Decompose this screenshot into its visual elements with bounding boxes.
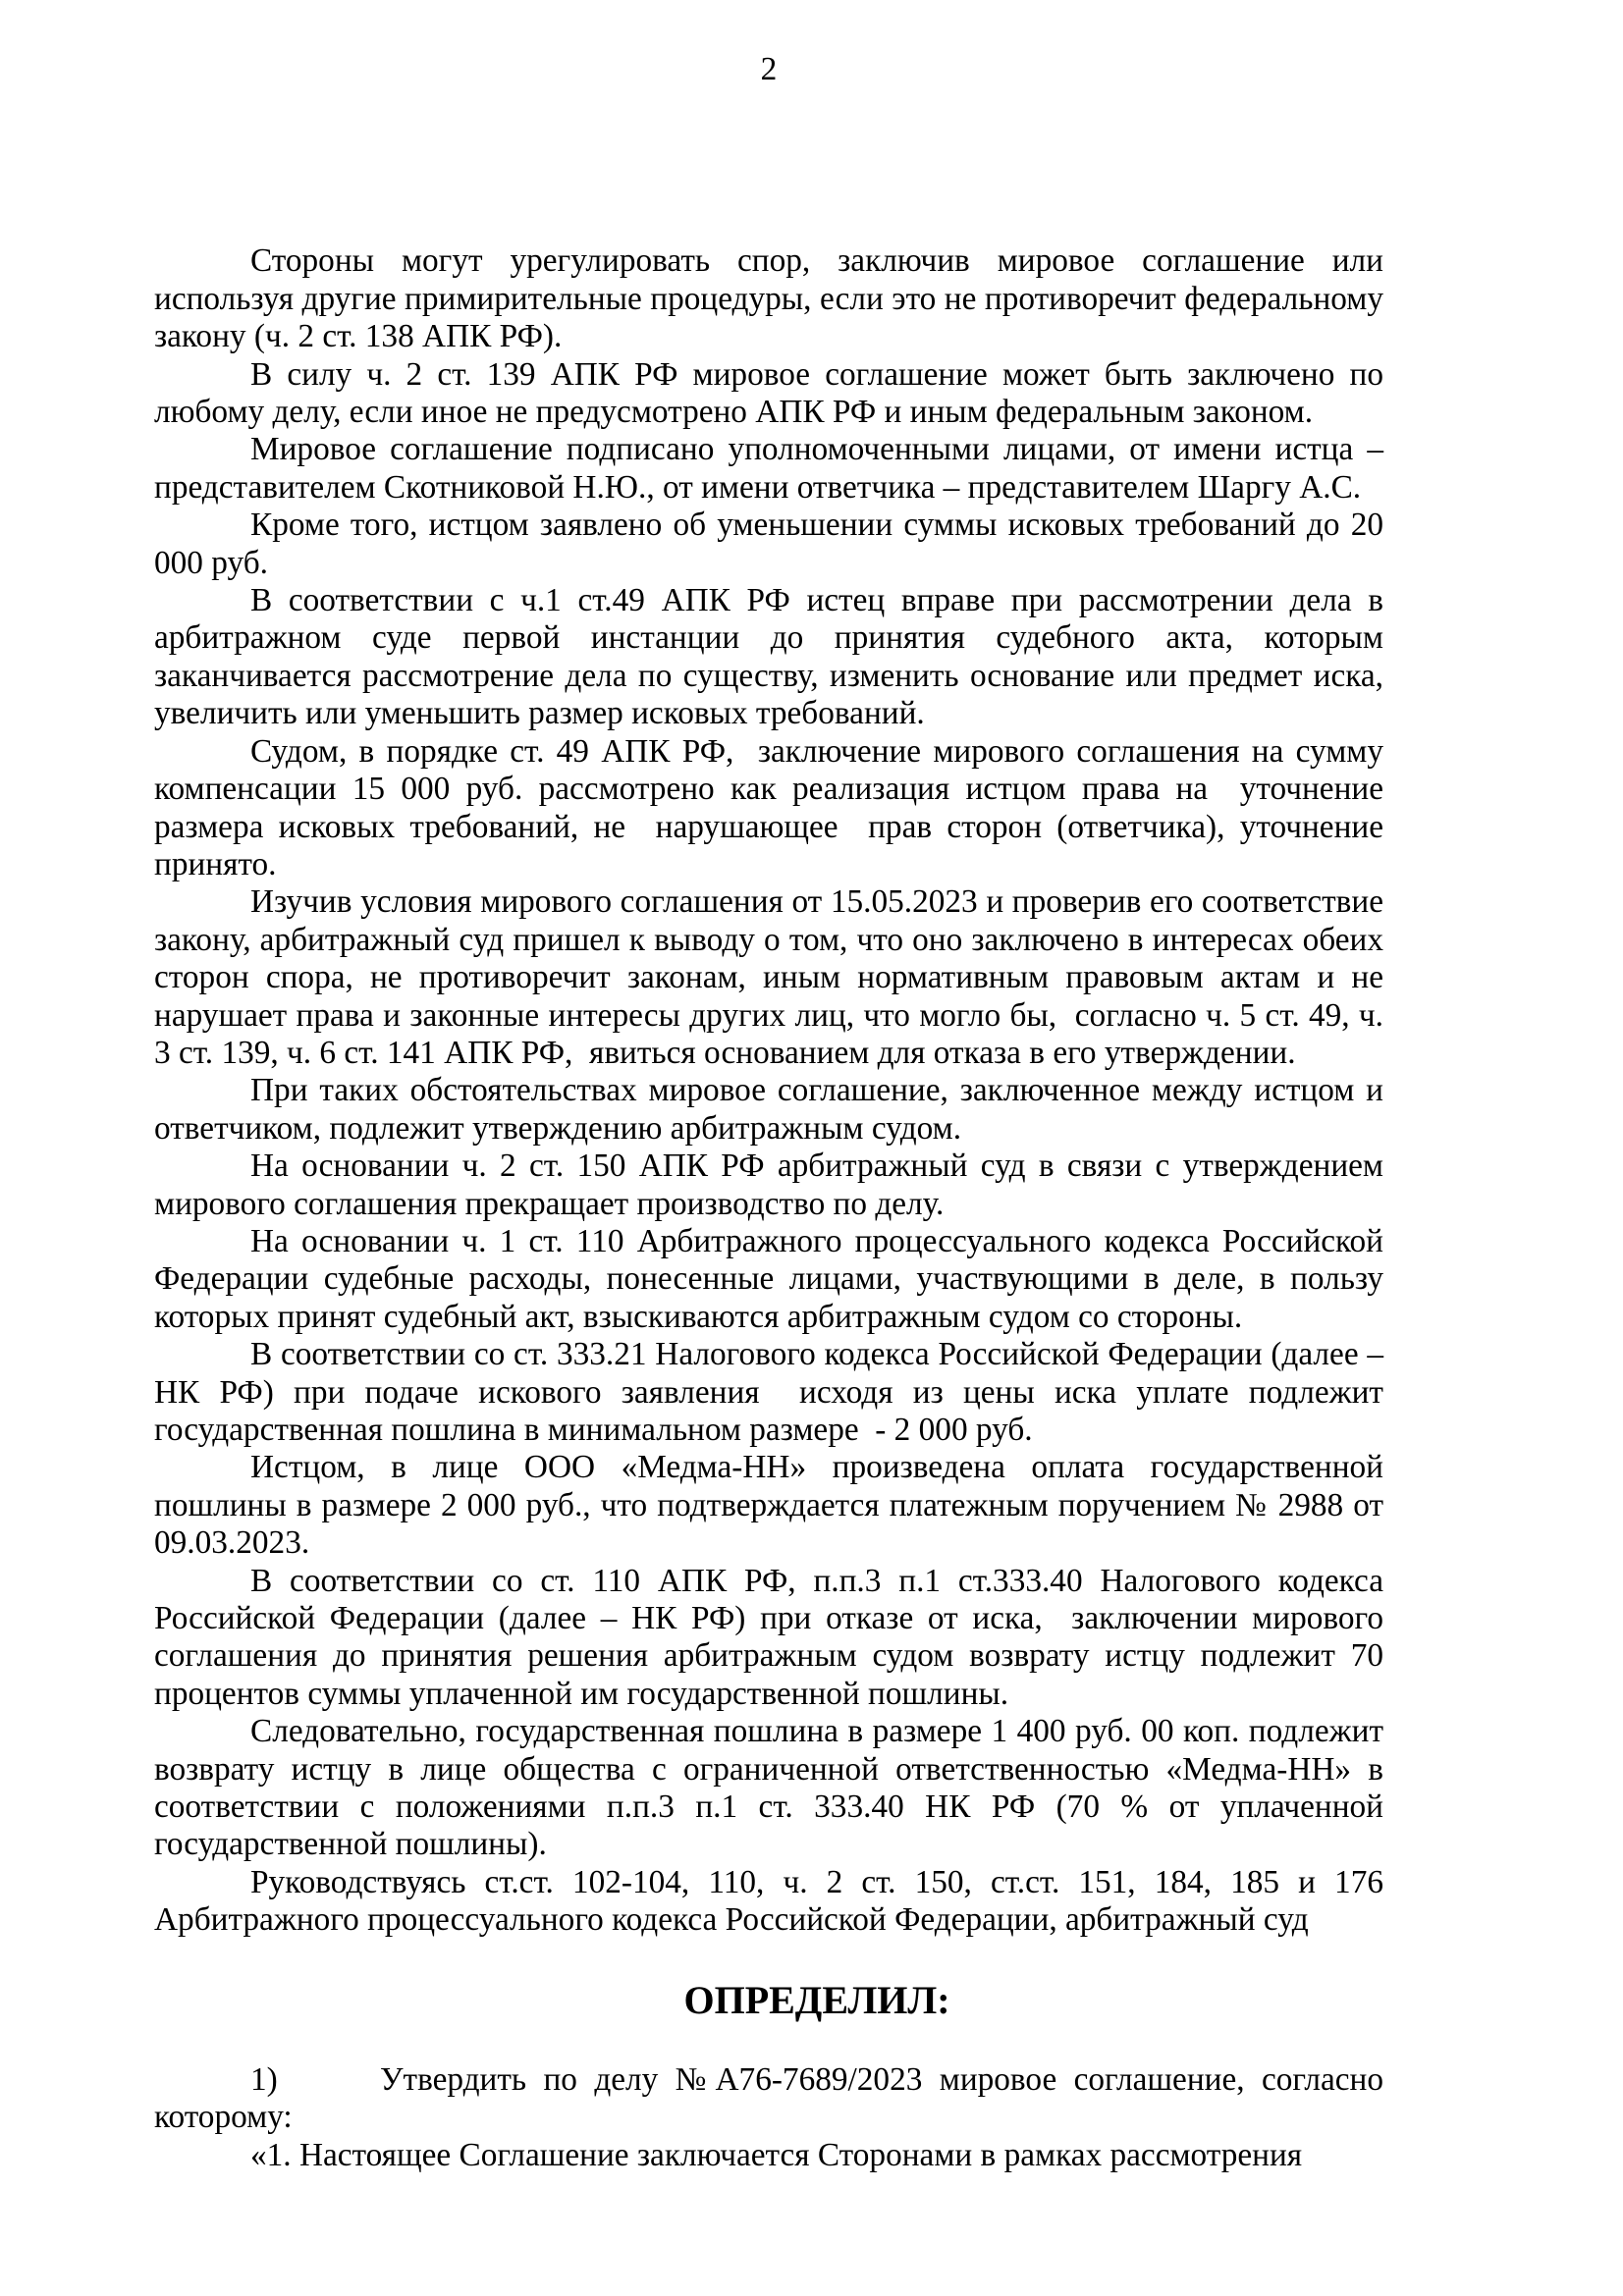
- paragraph: Мировое соглашение подписано уполномоченными лицами, от имени истца – представителем Скотниковой Н.Ю., от имени ответчика – представителем Шаргу А.С.: [154, 431, 1383, 506]
- paragraph: При таких обстоятельствах мировое соглашение, заключенное между истцом и ответчиком, подлежит утверждению арбитражным судом.: [154, 1072, 1383, 1147]
- paragraph: Следовательно, государственная пошлина в размере 1 400 руб. 00 коп. подлежит возврату истцу в лице общества с ограниченной ответственностью «Медма-НН» в соответствии с положениями п.п.3 п.1 ст. 333.40 НК РФ (70 % от уплаченной государственной пошлины).: [154, 1713, 1383, 1863]
- ruling-heading: ОПРЕДЕЛИЛ:: [683, 1977, 950, 2022]
- paragraph: В соответствии со ст. 110 АПК РФ, п.п.3 п.1 ст.333.40 Налогового кодекса Российской Федерации (далее – НК РФ) при отказе от иска, заключении мирового соглашения до принятия решения арбитражным судом возврату истцу подлежит 70 процентов суммы уплаченной им государственной пошлины.: [154, 1562, 1383, 1712]
- ruling-operative-paragraphs: [154, 2061, 1383, 2174]
- paragraph: «1. Настоящее Соглашение заключается Сторонами в рамках рассмотрения: [250, 2136, 1303, 2173]
- page-number: 2: [760, 51, 778, 87]
- paragraph: Кроме того, истцом заявлено об уменьшении суммы исковых требований до 20 000 руб.: [154, 507, 1383, 581]
- paragraph: В соответствии с ч.1 ст.49 АПК РФ истец вправе при рассмотрении дела в арбитражном суде первой инстанции до принятия судебного акта, которым заканчивается рассмотрение дела по существу, изменить основание или предмет иска, увеличить или уменьшить размер исковых требований.: [154, 582, 1383, 732]
- paragraph: В силу ч. 2 ст. 139 АПК РФ мировое соглашение может быть заключено по любому делу, если иное не предусмотрено АПК РФ и иным федеральным законом.: [154, 355, 1383, 431]
- paragraph: В соответствии со ст. 333.21 Налогового кодекса Российской Федерации (далее – НК РФ) при подаче искового заявления исходя из цены иска уплате подлежит государственная пошлина в минимальном размере - 2 000 руб.: [154, 1336, 1383, 1448]
- paragraph: Судом, в порядке ст. 49 АПК РФ, заключение мирового соглашения на сумму компенсации 15 000 руб. рассмотрено как реализация истцом права на уточнение размера исковых требований, не нарушающее прав сторон (ответчика), уточнение принято.: [154, 732, 1383, 882]
- paragraph: Стороны могут урегулировать спор, заключив мировое соглашение или используя другие примирительные процедуры, если это не противоречит федеральному закону (ч. 2 ст. 138 АПК РФ).: [154, 242, 1383, 355]
- paragraph: На основании ч. 2 ст. 150 АПК РФ арбитражный суд в связи с утверждением мирового соглашения прекращает производство по делу.: [154, 1148, 1383, 1222]
- paragraph: Руководствуясь ст.ст. 102-104, 110, ч. 2 ст. 150, ст.ст. 151, 184, 185 и 176 Арбитражного процессуального кодекса Российской Федерации, арбитражный суд: [154, 1863, 1383, 1939]
- ruling-body-paragraphs: [154, 242, 1383, 1939]
- paragraph: На основании ч. 1 ст. 110 Арбитражного процессуального кодекса Российской Федерации судебные расходы, понесенные лицами, участвующими в деле, в пользу которых принят судебный акт, взыскиваются арбитражным судом со стороны.: [154, 1222, 1383, 1335]
- paragraph: 1) Утвердить по делу №А76-7689/2023 мировое соглашение, согласно которому:: [154, 2060, 1383, 2136]
- paragraph: Изучив условия мирового соглашения от 15.05.2023 и проверив его соответствие закону, арбитражный суд пришел к выводу о том, что оно заключено в интересах обеих сторон спора, не противоречит законам, иным нормативным правовым актам и не нарушает права и законные интересы других лиц, что могло бы, согласно ч. 5 ст. 49, ч. 3 ст. 139, ч. 6 ст. 141 АПК РФ, явиться основанием для отказа в его утверждении.: [154, 883, 1383, 1071]
- paragraph: Истцом, в лице ООО «Медма-НН» произведена оплата государственной пошлины в размере 2 000 руб., что подтверждается платежным поручением № 2988 от 09.03.2023.: [154, 1449, 1383, 1562]
